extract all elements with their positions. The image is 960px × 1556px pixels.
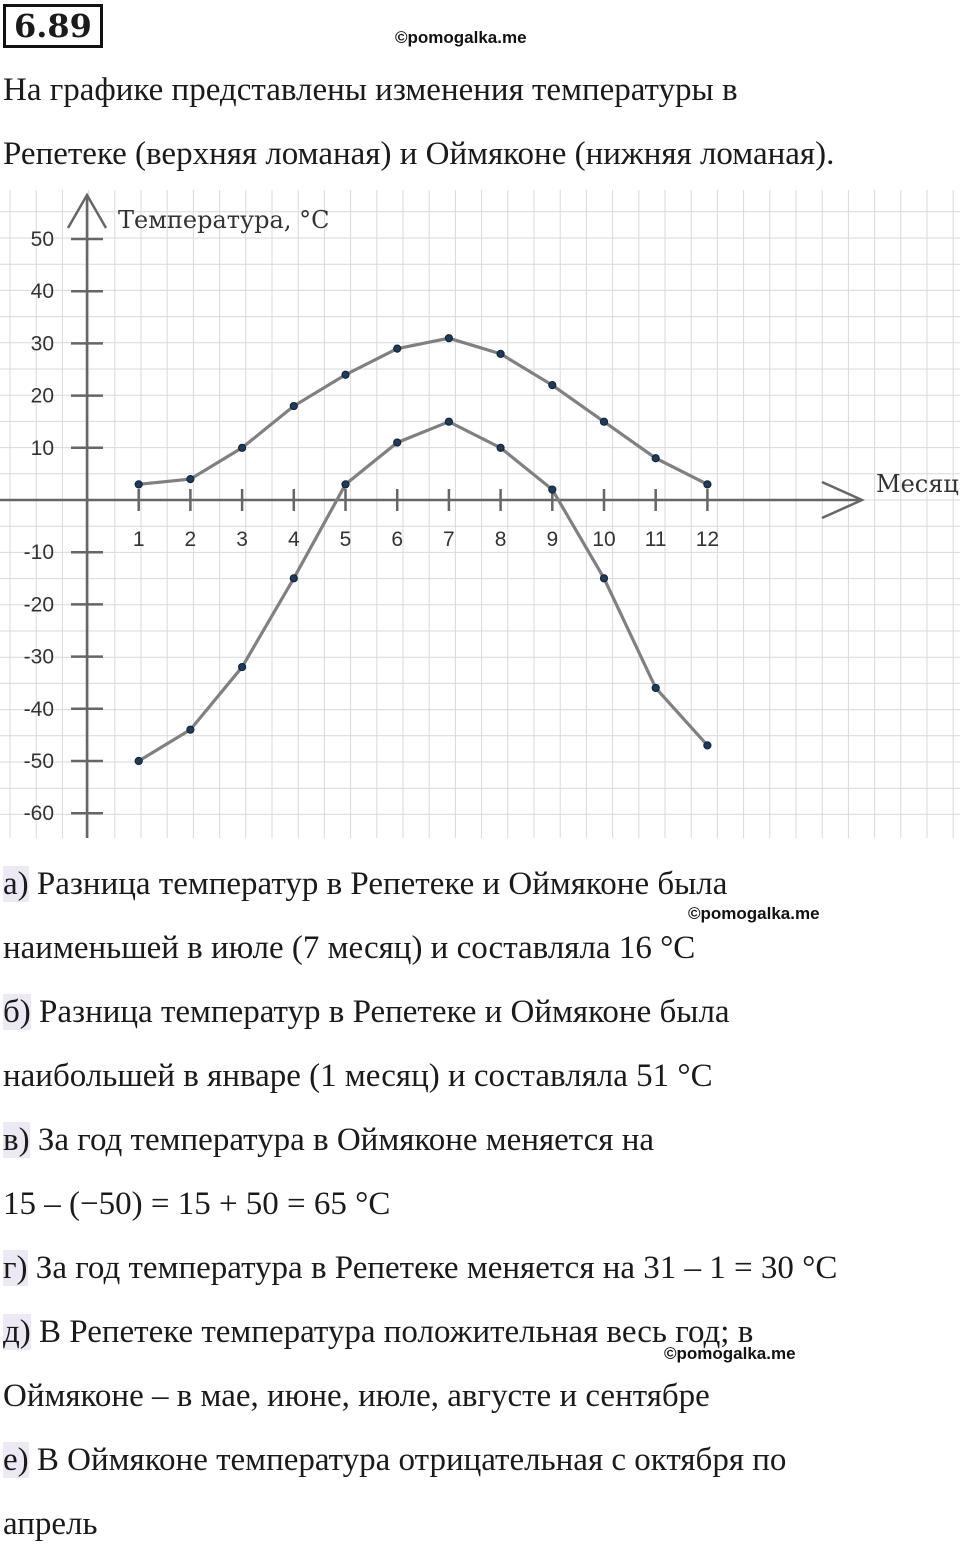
answer-text: За год температура в Оймяконе меняется на [37,1122,655,1158]
x-tick-label: 12 [695,528,720,551]
data-point [239,444,246,451]
answers-list [3,852,958,1556]
x-tick-label: 5 [339,528,352,551]
chart-grid [0,190,960,838]
data-point [394,345,401,352]
intro-line: Репетеке (верхняя ломаная) и Оймяконе (нижняя ломаная). [3,136,835,172]
answer-text: В Репетеке температура положительная весь год; в [39,1314,754,1350]
data-point [704,481,711,488]
data-point [342,481,349,488]
answer-marker: д) [3,1314,31,1350]
x-tick-label: 4 [287,528,300,551]
chart-series [132,335,711,765]
task-number: 6.89 [3,4,103,48]
answer-text: Разница температур в Репетеке и Оймяконе была [39,994,730,1030]
data-point [652,455,659,462]
data-point [394,439,401,446]
y-tick-label: -60 [23,802,54,826]
watermark: ©pomogalka.me [664,1344,796,1363]
data-point [445,335,452,342]
data-point [600,575,607,582]
x-tick-label: 8 [494,528,507,551]
x-tick-label: 9 [546,528,559,551]
y-tick-label: 30 [30,332,54,356]
y-tick-label: 20 [30,384,54,408]
data-point [290,575,297,582]
answer-text: Оймяконе – в мае, июне, июле, августе и сентябре [3,1378,710,1414]
y-tick-label: -40 [23,697,54,721]
series-line-2 [139,422,708,761]
series-line-1 [139,338,708,484]
watermark: ©pomogalka.me [688,904,820,923]
y-tick-label: -20 [23,593,54,617]
answer-d [3,1300,958,1428]
data-point [135,481,142,488]
answer-v [3,1108,958,1236]
y-tick-label: -30 [23,645,54,669]
data-point [549,486,556,493]
chart-axes [0,195,862,838]
answer-text: наибольшей в январе (1 месяц) и составляла 51 °C [3,1058,713,1094]
answer-text: За год температура в Репетеке меняется на 31 – 1 = 30 °C [35,1250,838,1286]
data-point [704,742,711,749]
answer-marker: е) [3,1442,29,1478]
temperature-chart [0,190,960,840]
data-point [135,757,142,764]
x-tick-label: 6 [391,528,404,551]
y-tick-label: -50 [23,750,54,773]
answer-e [3,1428,958,1556]
answer-text: В Оймяконе температура отрицательная с октября по [36,1442,787,1478]
intro-text [3,58,953,186]
x-axis-label: Месяц [876,470,959,498]
data-point [497,444,504,451]
data-point [445,418,452,425]
data-point [600,418,607,425]
y-tick-label: -10 [23,541,54,565]
data-point [652,684,659,691]
x-tick-label: 7 [443,528,455,551]
x-tick-label: 1 [132,528,145,551]
data-point [187,726,194,733]
data-point [187,476,194,483]
y-tick-label: 50 [30,228,54,251]
data-point [497,350,504,357]
answer-marker: в) [3,1122,30,1158]
answer-text: наименьшей в июле (7 месяц) и составляла 16 °C [3,930,696,966]
answer-b [3,980,958,1108]
answer-text: 15 – (−50) = 15 + 50 = 65 °C [3,1186,391,1222]
y-tick-label: 10 [30,436,54,460]
answer-text: Разница температур в Репетеке и Оймяконе была [36,866,728,902]
data-point [549,382,556,389]
data-point [290,402,297,409]
answer-a [3,852,958,980]
x-tick-label: 2 [184,528,197,551]
data-point [239,663,246,670]
intro-line: На графике представлены изменения температуры в [3,72,738,108]
y-axis-label: Температура, °C [118,206,330,234]
y-tick-label: 40 [30,280,54,304]
x-tick-label: 10 [592,528,616,551]
answer-text: апрель [3,1506,98,1542]
data-point [342,371,349,378]
answer-g [3,1236,958,1300]
x-tick-label: 11 [644,528,667,551]
answer-marker: б) [3,994,31,1030]
answer-marker: г) [3,1250,28,1286]
x-tick-label: 3 [236,528,248,551]
watermark: ©pomogalka.me [395,28,527,47]
answer-marker: а) [3,866,29,902]
